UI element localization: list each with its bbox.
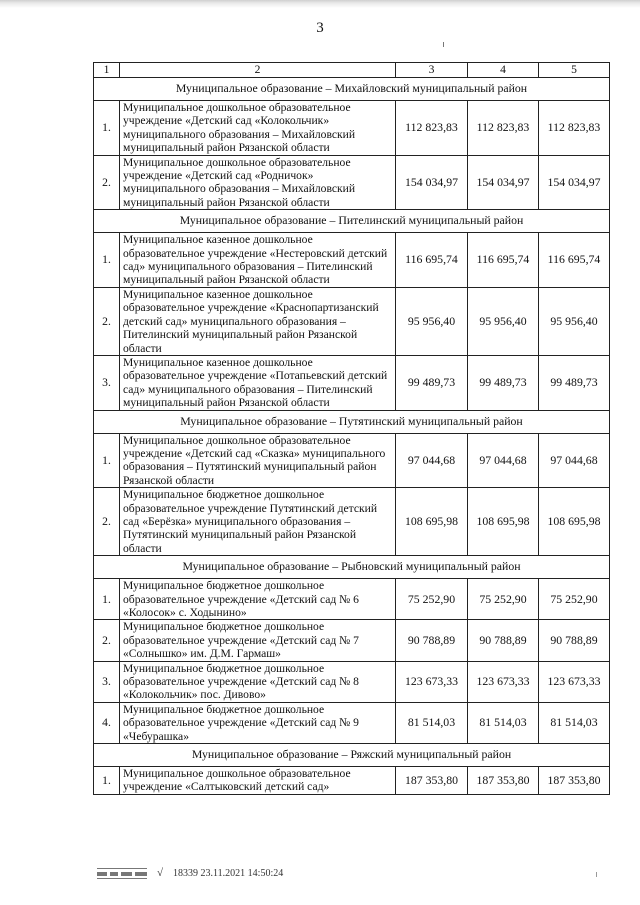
section-row (94, 744, 610, 767)
row-number: 2. (94, 620, 120, 661)
row-number: 1. (94, 233, 120, 288)
value-col3: 95 956,40 (396, 287, 468, 355)
institution-name: Муниципальное дошкольное образовательное учреждение «Салтыковский детский сад» (120, 767, 396, 795)
value-col4: 97 044,68 (468, 433, 539, 488)
row-number: 1. (94, 767, 120, 795)
table-row (94, 433, 610, 488)
value-col5: 108 695,98 (539, 488, 610, 556)
allocation-table (93, 62, 610, 795)
table-row (94, 155, 610, 210)
institution-name: Муниципальное бюджетное дошкольное образовательное учреждение Путятинский детский сад «Берёзка» муниципального образования – Путятинский муниципальный район Рязанской области (120, 488, 396, 556)
section-row (94, 78, 610, 101)
value-col5: 90 788,89 (539, 620, 610, 661)
table-row (94, 702, 610, 743)
value-col5: 75 252,90 (539, 579, 610, 620)
institution-name: Муниципальное бюджетное дошкольное образовательное учреждение «Детский сад № 6 «Колосок» с. Ходынино» (120, 579, 396, 620)
value-col4: 123 673,33 (468, 661, 539, 702)
table-header-row (94, 63, 610, 78)
value-col5: 187 353,80 (539, 767, 610, 795)
page-number: 3 (316, 20, 324, 36)
scan-artifact (596, 872, 597, 877)
row-number: 4. (94, 702, 120, 743)
row-number: 1. (94, 579, 120, 620)
header-cell: 2 (120, 63, 396, 78)
scan-edge (0, 0, 640, 10)
table-row (94, 620, 610, 661)
scan-artifact (443, 42, 444, 47)
value-col5: 95 956,40 (539, 287, 610, 355)
institution-name: Муниципальное казенное дошкольное образовательное учреждение «Краснопартизанский детский сад» муниципального образования – Пителинский муниципальный район Рязанской области (120, 287, 396, 355)
value-col5: 81 514,03 (539, 702, 610, 743)
value-col5: 154 034,97 (539, 155, 610, 210)
table-row (94, 101, 610, 156)
value-col4: 90 788,89 (468, 620, 539, 661)
table-row (94, 579, 610, 620)
section-title: Муниципальное образование – Рыбновский муниципальный район (94, 556, 610, 579)
value-col4: 112 823,83 (468, 101, 539, 156)
section-row (94, 210, 610, 233)
row-number: 2. (94, 155, 120, 210)
value-col3: 75 252,90 (396, 579, 468, 620)
row-number: 2. (94, 287, 120, 355)
row-number: 3. (94, 661, 120, 702)
table-row (94, 767, 610, 795)
value-col3: 123 673,33 (396, 661, 468, 702)
institution-name: Муниципальное дошкольное образовательное учреждение «Детский сад «Сказка» муниципального образования – Путятинский муниципальный район Рязанской области (120, 433, 396, 488)
section-title: Муниципальное образование – Пителинский муниципальный район (94, 210, 610, 233)
row-number: 2. (94, 488, 120, 556)
row-number: 1. (94, 101, 120, 156)
value-col4: 116 695,74 (468, 233, 539, 288)
value-col5: 112 823,83 (539, 101, 610, 156)
check-mark: √ (157, 867, 164, 879)
header-cell: 4 (468, 63, 539, 78)
section-row (94, 410, 610, 433)
value-col3: 90 788,89 (396, 620, 468, 661)
value-col5: 99 489,73 (539, 355, 610, 410)
value-col3: 154 034,97 (396, 155, 468, 210)
section-title: Муниципальное образование – Путятинский муниципальный район (94, 410, 610, 433)
row-number: 3. (94, 355, 120, 410)
value-col5: 97 044,68 (539, 433, 610, 488)
value-col4: 154 034,97 (468, 155, 539, 210)
registration-stamp: 18339 23.11.2021 14:50:24 (173, 867, 284, 879)
table-row (94, 488, 610, 556)
row-number: 1. (94, 433, 120, 488)
institution-name: Муниципальное казенное дошкольное образовательное учреждение «Потапьевский детский сад» муниципального образования – Пителинский муниципальный район Рязанской области (120, 355, 396, 410)
value-col3: 81 514,03 (396, 702, 468, 743)
value-col4: 95 956,40 (468, 287, 539, 355)
value-col3: 116 695,74 (396, 233, 468, 288)
header-cell: 3 (396, 63, 468, 78)
institution-name: Муниципальное бюджетное дошкольное образовательное учреждение «Детский сад № 7 «Солнышко» им. Д.М. Гармаш» (120, 620, 396, 661)
table-row (94, 355, 610, 410)
value-col5: 123 673,33 (539, 661, 610, 702)
value-col3: 108 695,98 (396, 488, 468, 556)
value-col3: 187 353,80 (396, 767, 468, 795)
table-row (94, 661, 610, 702)
value-col3: 99 489,73 (396, 355, 468, 410)
header-cell: 5 (539, 63, 610, 78)
value-col4: 81 514,03 (468, 702, 539, 743)
section-row (94, 556, 610, 579)
institution-name: Муниципальное казенное дошкольное образовательное учреждение «Нестеровский детский сад» муниципального образования – Пителинский муниципальный район Рязанской области (120, 233, 396, 288)
value-col4: 75 252,90 (468, 579, 539, 620)
institution-name: Муниципальное бюджетное дошкольное образовательное учреждение «Детский сад № 8 «Колокольчик» пос. Дивово» (120, 661, 396, 702)
section-title: Муниципальное образование – Михайловский муниципальный район (94, 78, 610, 101)
table-row (94, 233, 610, 288)
value-col3: 97 044,68 (396, 433, 468, 488)
value-col4: 99 489,73 (468, 355, 539, 410)
document-footer (97, 866, 283, 880)
header-cell: 1 (94, 63, 120, 78)
value-col5: 116 695,74 (539, 233, 610, 288)
table-row (94, 287, 610, 355)
institution-name: Муниципальное дошкольное образовательное учреждение «Детский сад «Родничок» муниципального образования – Михайловский муниципальный район Рязанской области (120, 155, 396, 210)
section-title: Муниципальное образование – Ряжский муниципальный район (94, 744, 610, 767)
value-col4: 108 695,98 (468, 488, 539, 556)
value-col4: 187 353,80 (468, 767, 539, 795)
institution-name: Муниципальное бюджетное дошкольное образовательное учреждение «Детский сад № 9 «Чебурашка» (120, 702, 396, 743)
institution-name: Муниципальное дошкольное образовательное учреждение «Детский сад «Колокольчик» муниципального образования – Михайловский муниципальный район Рязанской области (120, 101, 396, 156)
value-col3: 112 823,83 (396, 101, 468, 156)
registry-stamp-logo (97, 866, 147, 880)
